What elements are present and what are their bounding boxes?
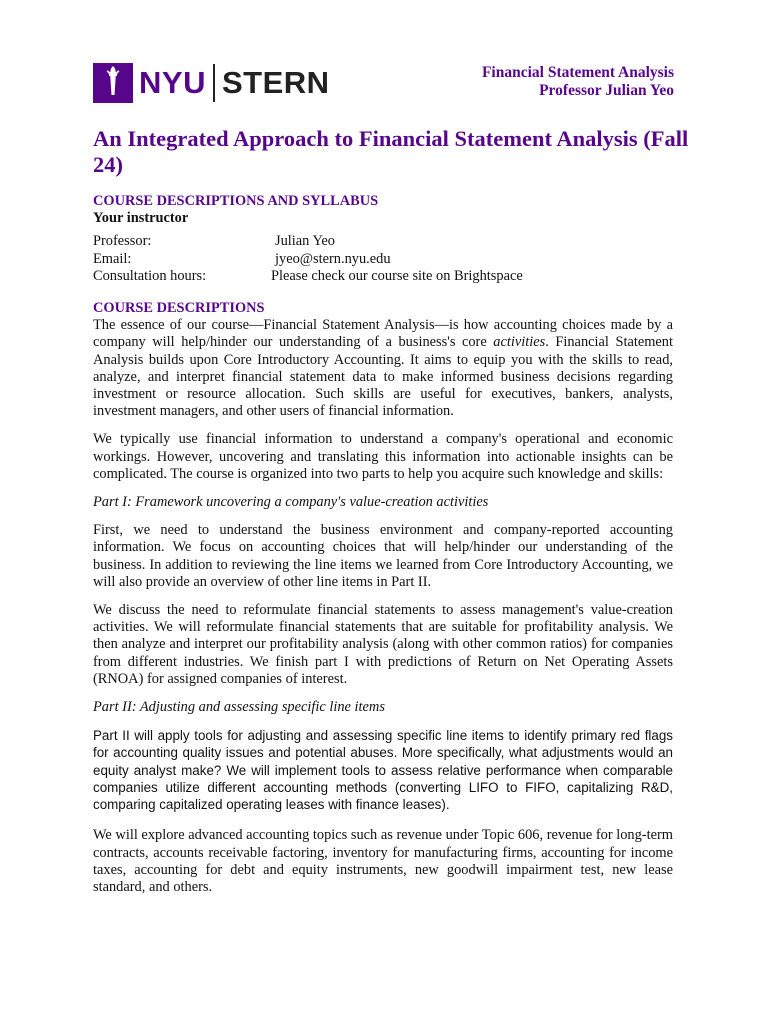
- professor-value: Julian Yeo: [275, 233, 335, 250]
- document-title: An Integrated Approach to Financial Statement Analysis (Fall 24): [93, 126, 689, 177]
- header-course-name: Financial Statement Analysis: [481, 64, 674, 81]
- instructor-heading: Your instructor: [93, 210, 189, 227]
- logo-stern-text: STERN: [221, 65, 330, 100]
- description-heading: COURSE DESCRIPTIONS: [93, 300, 265, 317]
- paragraph-part1-framework: First, we need to understand the business environment and company-reported accounting information. We focus on accounting choices that will help/hinder our understanding of the business. In addition to reviewing the line items we learned from Core Introductory Accounting, we will also provide an overview of other line items in Part II.: [93, 522, 673, 590]
- paragraph-text: The essence of our course—Financial Statement Analysis—is how accounting choices made by a company will help/hinder our understanding of a business's core: [93, 317, 673, 351]
- paragraph-course-essence: [93, 317, 673, 420]
- paragraph-text: . Financial Statement Analysis builds upon Core Introductory Accounting. It aims to equip you with the skills to read, analyze, and interpret financial statement data to make informed business decisions regarding investment or resource allocation. Such skills are useful for executives, bankers, analysts, investment managers, and other users of financial information.: [93, 334, 673, 420]
- paragraph-part2-topics: We will explore advanced accounting topics such as revenue under Topic 606, revenue for long-term contracts, accounts receivable factoring, inventory for manufacturing firms, accounting for income taxes, accounting for debt and equity instruments, new goodwill impairment test, new lease standard, and others.: [93, 827, 673, 895]
- hours-row: [93, 268, 673, 285]
- nyu-torch-icon: [93, 63, 133, 103]
- hours-value: Please check our course site on Brightspace: [271, 267, 523, 284]
- syllabus-heading: COURSE DESCRIPTIONS AND SYLLABUS: [93, 193, 379, 209]
- emphasis-activities: activities: [493, 334, 546, 351]
- email-label: Email:: [93, 250, 132, 267]
- paragraph-course-organization: We typically use financial information to understand a company's operational and economic workings. However, uncovering and translating this information into actionable insights can be complicated. The course is organized into two parts to help you acquire such knowledge and skills:: [93, 431, 673, 482]
- professor-row: [93, 233, 673, 250]
- logo-nyu-text: NYU: [139, 65, 206, 100]
- email-value[interactable]: jyeo@stern.nyu.edu: [275, 250, 391, 267]
- part2-heading: Part II: Adjusting and assessing specific line items: [93, 699, 385, 716]
- header-course-info: [482, 64, 674, 100]
- professor-label: Professor:: [93, 233, 152, 250]
- email-row: [93, 251, 673, 268]
- logo-divider: [213, 64, 215, 102]
- hours-label: Consultation hours:: [93, 267, 207, 284]
- paragraph-part1-reformulate: We discuss the need to reformulate financial statements to assess management's value-creation activities. We will reformulate financial statements that are suitable for profitability analysis. We then analyze and interpret our profitability analysis (along with other common ratios) for companies from different industries. We finish part I with predictions of Return on Net Operating Assets (RNOA) for assigned companies of interest.: [93, 602, 673, 687]
- nyu-stern-logo: [93, 63, 330, 103]
- part1-heading: Part I: Framework uncovering a company's value-creation activities: [93, 494, 489, 511]
- paragraph-part2-tools: Part II will apply tools for adjusting and assessing specific line items to identify primary red flags for accounting quality issues and potential abuses. More specifically, what adjustments would an equity analyst make? We will implement tools to assess relative performance when comparable companies utilize different accounting methods (converting LIFO to FIFO, capitalizing R&D, comparing capitalized operating leases with finance leases).: [93, 728, 673, 813]
- document-body: [93, 193, 673, 896]
- header-professor: Professor Julian Yeo: [539, 82, 674, 99]
